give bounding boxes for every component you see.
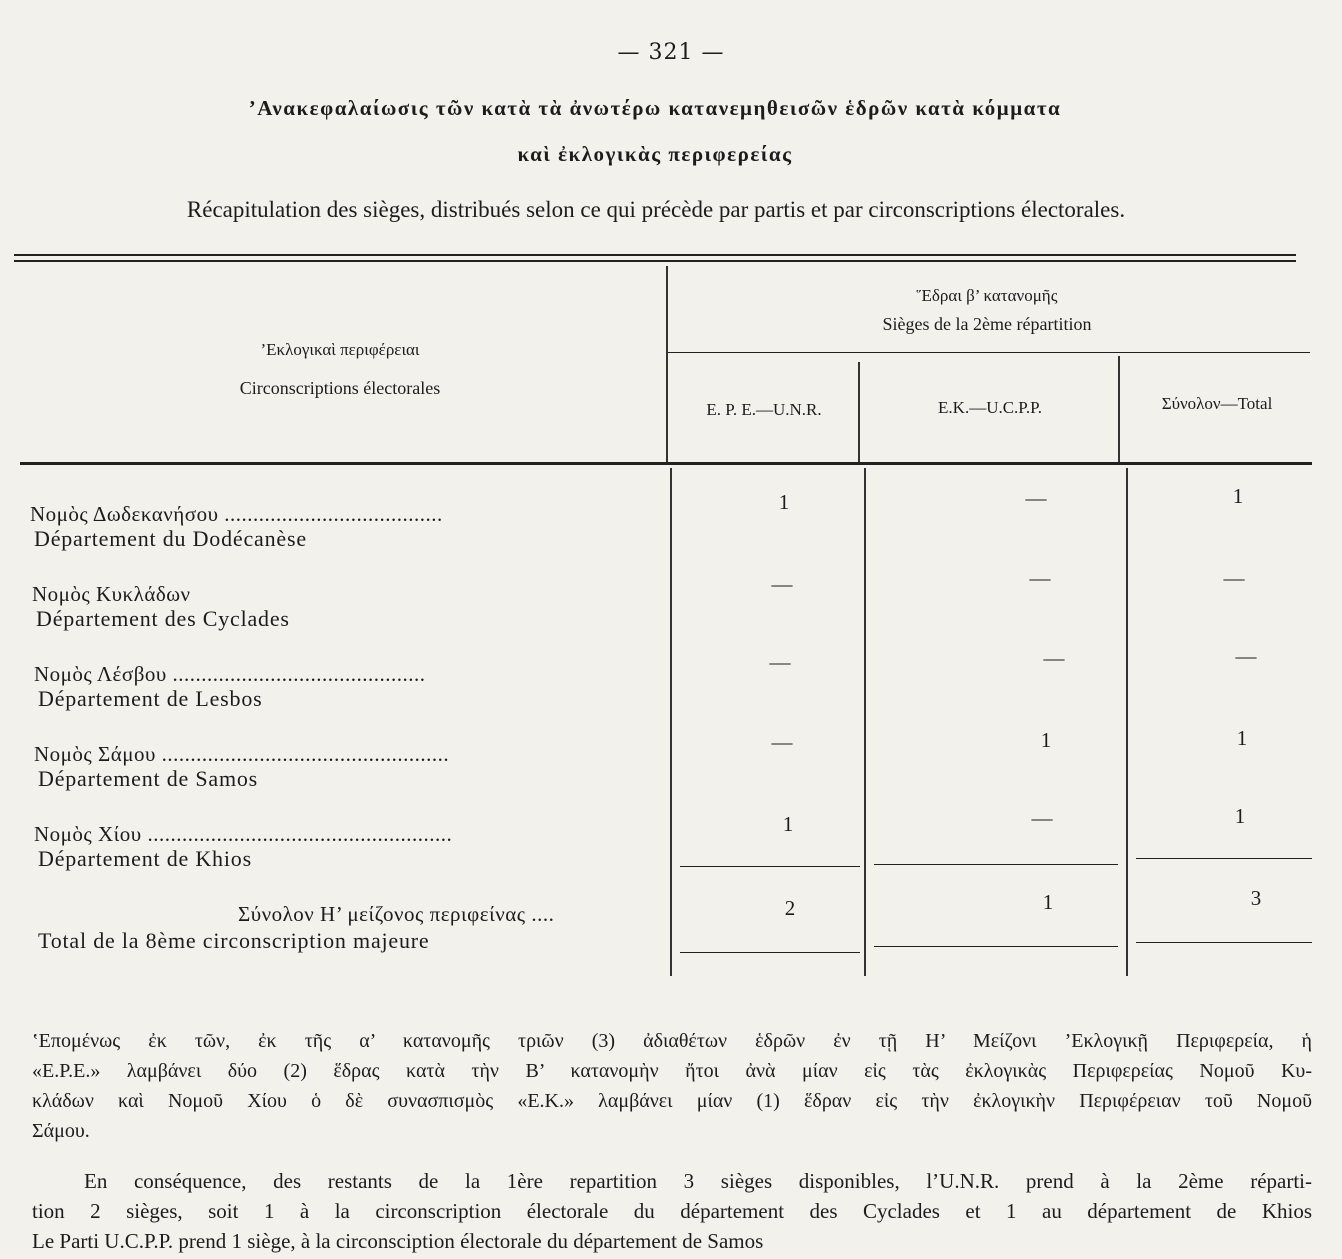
cell-epe: 1 <box>782 812 794 836</box>
column-header-epe-unr: E. P. E.—U.N.R. <box>706 400 822 419</box>
column-divider-3 <box>1118 356 1120 462</box>
title-greek-line2: καὶ ἐκλογικὰς περιφερείας <box>517 142 793 166</box>
column-divider-2 <box>858 362 860 462</box>
group-header-greek: Ἕδραι β’ κατανομῆς <box>916 286 1058 305</box>
total-rule-epe <box>680 952 860 953</box>
body-divider-3 <box>1126 468 1128 976</box>
paragraph-french <box>32 1166 1312 1256</box>
total-cell-epe: 2 <box>784 896 796 920</box>
cell-epe: — <box>771 730 793 754</box>
row-label-greek: Νομὸς Σάμου .................................................. <box>34 742 450 766</box>
cell-ek: 1 <box>1040 728 1052 752</box>
cell-ek: — <box>1025 486 1047 510</box>
table-header-rule <box>20 462 1312 465</box>
total-label-greek: Σύνολον Η’ μείζονος περιφείνας .... <box>238 902 555 926</box>
paragraph-line: En conséquence, des restants de la 1ère repartition 3 sièges disponibles, l’U.N.R. prend à la 2ème réparti- <box>84 1169 1312 1193</box>
column-divider-1 <box>666 266 668 462</box>
paragraph-line: tion 2 sièges, soit 1 à la circonscription électorale du département des Cyclades et 1 au département de Khios <box>32 1199 1312 1223</box>
row-label-greek: Νομὸς Δωδεκανήσου ...................................... <box>30 502 443 526</box>
body-divider-1 <box>670 468 672 976</box>
column-header-total: Σύνολον—Total <box>1161 394 1273 413</box>
leader-dots: ............................................ <box>166 662 426 686</box>
row-label-french: Département de Khios <box>38 846 252 871</box>
paragraph-line: Le Parti U.C.P.P. prend 1 siège, à la circonsciption électorale du département de Samos <box>32 1229 764 1253</box>
column-header-ek-ucpp: E.K.—U.C.P.P. <box>938 398 1042 417</box>
paragraph-greek <box>32 1026 1312 1146</box>
cell-total: 1 <box>1232 484 1244 508</box>
group-header-underline <box>668 352 1310 353</box>
total-cell-ek: 1 <box>1042 890 1054 914</box>
table-top-rule <box>14 254 1296 256</box>
subtotal-rule-ek <box>874 864 1118 865</box>
cell-ek: — <box>1029 566 1051 590</box>
subtotal-rule-epe <box>680 866 860 867</box>
column-header-greek: ’Εκλογικαὶ περιφέρειαι <box>260 340 420 359</box>
cell-epe: — <box>771 572 793 596</box>
total-rule-total <box>1136 942 1312 943</box>
row-label-french: Département des Cyclades <box>36 606 290 631</box>
leader-dots: ...................................... <box>218 502 443 526</box>
total-cell-total: 3 <box>1250 886 1262 910</box>
table-top-rule-2 <box>14 260 1296 262</box>
cell-epe: 1 <box>778 490 790 514</box>
paragraph-line: ‛Επομένως ἐκ τῶν, ἐκ τῆς α’ κατανομῆς τριῶν (3) ἀδιαθέτων ἑδρῶν ἐν τῇ Η’ Μείζονι ’Εκλογικῇ Περιφερεία, ἡ <box>32 1030 1312 1052</box>
cell-total: 1 <box>1234 804 1246 828</box>
column-header-french: Circonscriptions électorales <box>239 378 441 398</box>
row-label-greek: Νομὸς Κυκλάδων <box>32 582 191 606</box>
cell-total: — <box>1235 644 1257 668</box>
leader-dots: .... <box>525 902 555 926</box>
total-rule-ek <box>874 946 1118 947</box>
title-greek-line1: ’Ανακεφαλαίωσις τῶν κατὰ τὰ ἀνωτέρω κατανεμηθεισῶν ἑδρῶν κατὰ κόμματα <box>248 96 1062 120</box>
paragraph-line: κλάδων καὶ Νομοῦ Χίου ὁ δὲ συνασπισμὸς «Ε.Κ.» λαμβάνει μίαν (1) ἕδραν εἰς τὴν ἐκλογικὴν Περιφέρειαν τοῦ Νομοῦ <box>32 1090 1312 1112</box>
row-label-greek: Νομὸς Λέσβου ............................................ <box>34 662 426 686</box>
title-french: Récapitulation des sièges, distribués selon ce qui précède par partis et par circonscriptions électorales. <box>186 197 1126 222</box>
total-label-french: Total de la 8ème circonscription majeure <box>38 928 430 953</box>
row-label-french: Département de Lesbos <box>38 686 263 711</box>
row-label-french: Département du Dodécanèse <box>34 526 307 551</box>
page-number: — 321 — <box>617 40 725 65</box>
row-label-french: Département de Samos <box>38 766 259 791</box>
body-divider-2 <box>864 468 866 976</box>
cell-total: 1 <box>1236 726 1248 750</box>
row-label-greek: Νομὸς Χίου ..................................................... <box>34 822 453 846</box>
leader-dots: ..................................................... <box>141 822 453 846</box>
subtotal-rule-total <box>1136 858 1312 859</box>
cell-ek: — <box>1043 646 1065 670</box>
cell-epe: — <box>769 650 791 674</box>
leader-dots: .................................................. <box>155 742 450 766</box>
paragraph-line: «E.P.E.» λαμβάνει δύο (2) ἕδρας κατὰ τὴν Β’ κατανομὴν ἤτοι ἀνὰ μίαν εἰς τὰς ἐκλογικὰς Περιφερείας Νομοῦ Κυ- <box>32 1060 1312 1082</box>
group-header-french: Sièges de la 2ème répartition <box>882 314 1092 334</box>
paragraph-line: Σάμου. <box>32 1120 90 1142</box>
cell-ek: — <box>1031 806 1053 830</box>
cell-total: — <box>1223 566 1245 590</box>
